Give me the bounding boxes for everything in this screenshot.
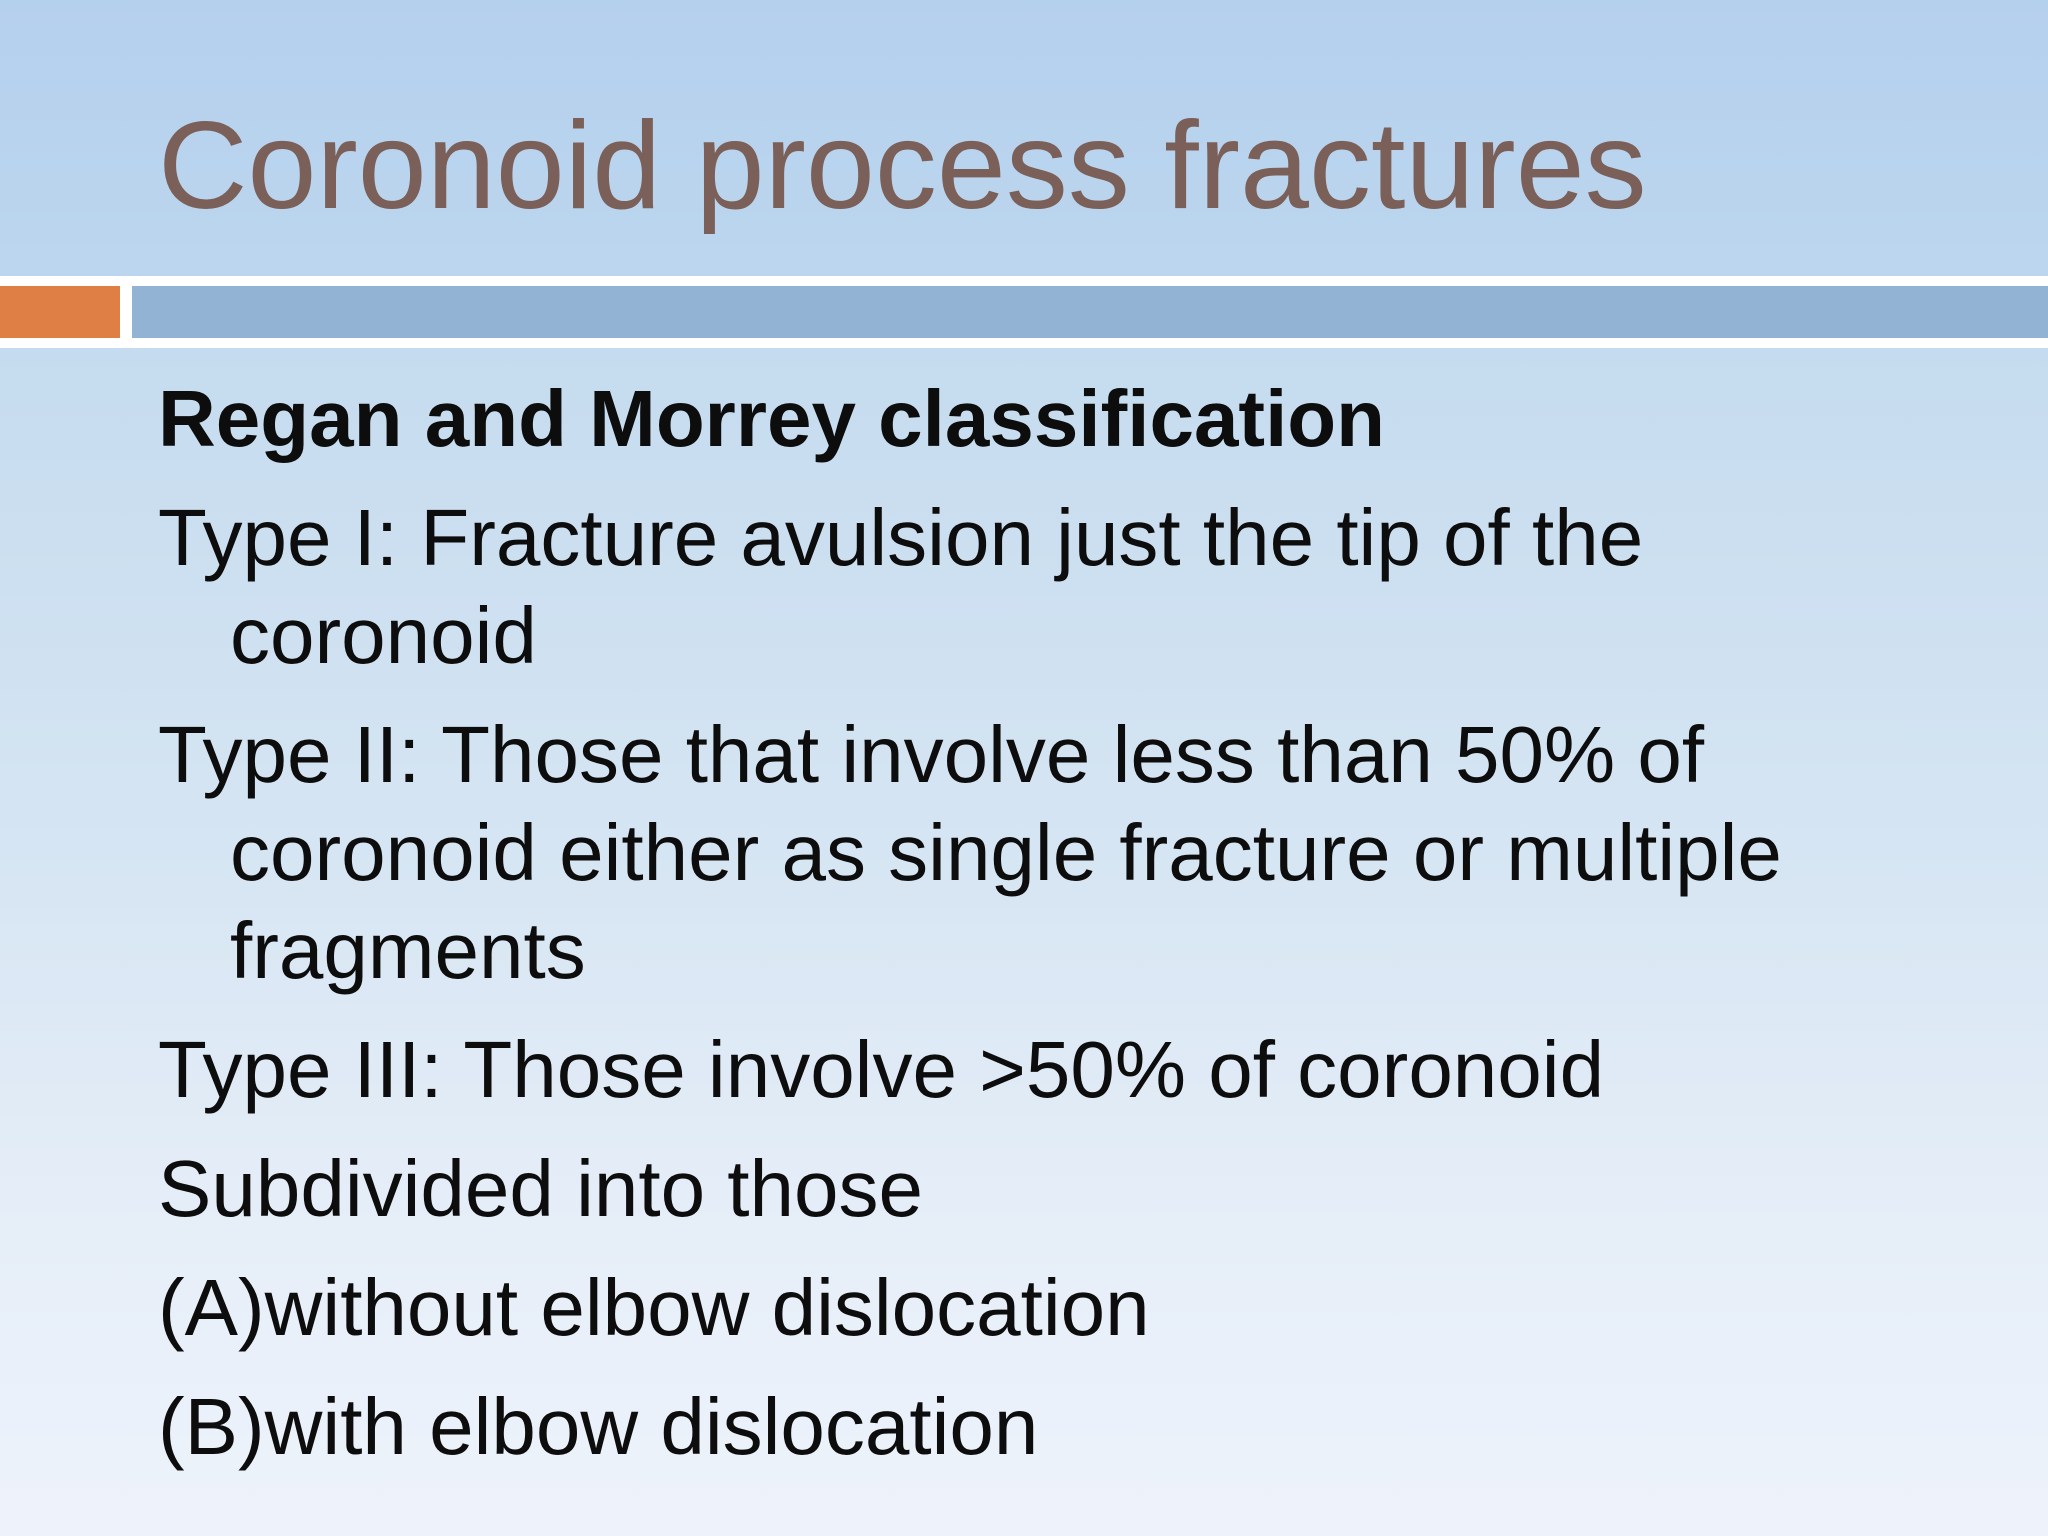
point-subtype-b: (B)with elbow dislocation [158,1382,1039,1471]
accent-bar-blue [132,286,2048,338]
accent-bar-gap [120,286,132,338]
classification-heading: Regan and Morrey classification [158,374,1386,463]
point-subtype-a: (A)without elbow dislocation [158,1263,1150,1352]
divider-line-bottom [0,338,2048,348]
point-type-1: Type I: Fracture avulsion just the tip of the coronoid [158,493,1644,680]
accent-bar-orange [0,286,120,338]
point-type-3: Type III: Those involve >50% of coronoid [158,1025,1605,1114]
point-subdivided: Subdivided into those [158,1144,923,1233]
title-band [0,0,2048,276]
divider-line-top [0,276,2048,286]
slide-body [158,370,1958,1497]
slide-title: Coronoid process fractures [158,97,1647,235]
point-type-2: Type II: Those that involve less than 50% of coronoid either as single fracture or multiple fragments [158,710,1782,995]
